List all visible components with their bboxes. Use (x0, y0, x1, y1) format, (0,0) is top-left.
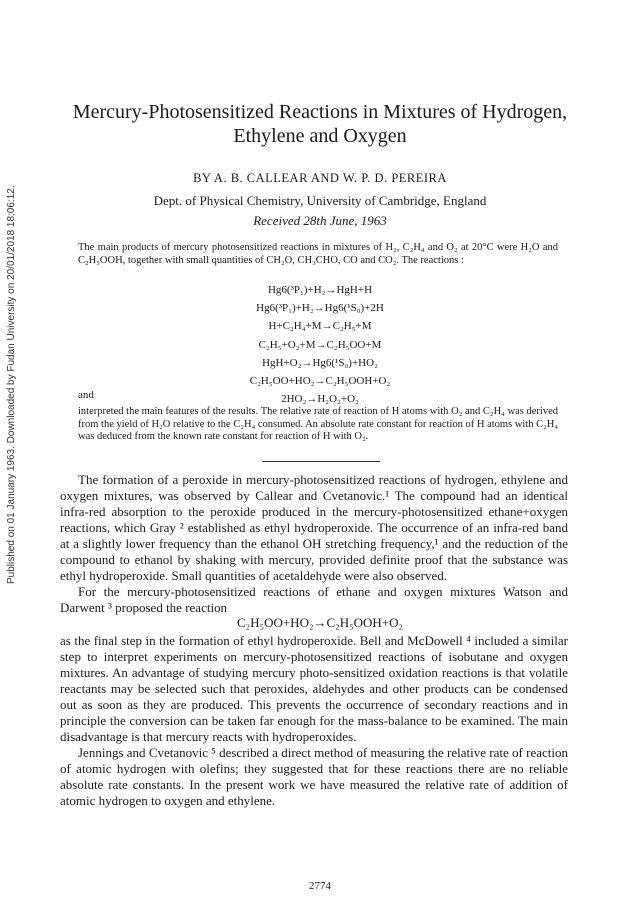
body-text-continued (60, 633, 568, 809)
paragraph: Jennings and Cvetanovic ⁵ described a direct method of measuring the relative rate of reaction of atomic hydrogen with olefins; they suggested that for these reactions there are no reliable absolute rate constants. In the present work we have measured the relative rate of addition of atomic hydrogen to oxygen and ethylene. (60, 745, 568, 808)
reaction-item: H+C₂H₄+M→C₂H₅+M (268, 320, 372, 333)
received-date: Received 28th June, 1963 (253, 213, 387, 228)
paragraph: The formation of a peroxide in mercury-photosensitized reactions of hydrogen, ethylene and oxygen mixtures, was observed by Callear and Cvetanovic.¹ The compound had an identical infra-red absorption to the peroxide produced in the mercury-photosensitized ethane+oxygen reactions, which Gray ² established as ethyl hydroperoxide. The occurrence of an infra-red band at a slightly lower frequency than the ethanol OH stretching frequency,¹ and the reduction of the compound to ethanol by shaking with mercury, provided definite proof that the substance was ethyl hydroperoxide. Small quantities of acetaldehyde were also observed. (60, 472, 568, 583)
reaction-item: C₂H₅+O₂+M→C₂H₅OO+M (258, 338, 382, 351)
abstract-end: interpreted the main features of the results. The relative rate of reaction of H atoms with O₂ and C₂H₄ was derived from the yield of H₂O relative to the C₂H₄ consumed. An absolute rate constant for reaction of H atoms with C₂H₄ was deduced from the known rate constant for reaction of H with O₂. (78, 406, 558, 442)
body-text (60, 472, 568, 616)
reaction-list (60, 281, 580, 408)
paragraph: as the final step in the formation of ethyl hydroperoxide. Bell and McDowell ⁴ included a similar step to interpret experiments on mercury-photosensitized reactions of isobutane and oxygen mixtures. An advantage of studying mercury photo-sensitized oxidation reactions is that volatile reactants may be selected such that peroxides, aldehydes and other products can be condensed out as soon as they are produced. This prevents the occurrence of secondary reactions and in principle the conversion can be taken far enough for the mass-balance to be examined. The main disadvantage is that mercury reacts with hydroperoxides. (60, 633, 568, 744)
page-number: 2774 (309, 880, 331, 892)
reaction-item: Hg6(³P₁)+H₂→HgH+H (267, 284, 373, 296)
and-label: and (78, 389, 94, 401)
download-watermark: Published on 01 January 1963. Downloaded by Fudan University on 20/01/2018 18:06:12. (6, 185, 17, 585)
affiliation: Dept. of Physical Chemistry, University of Cambridge, England (153, 193, 487, 208)
section-divider (262, 461, 380, 462)
paper-title: Mercury-Photosensitized Reactions in Mixtures of Hydrogen, Ethylene and Oxygen (72, 101, 568, 147)
reaction-item: HgH+O₂→Hg6(¹S₀)+HO₂ (262, 356, 378, 369)
author-line: BY A. B. CALLEAR AND W. P. D. PEREIRA (193, 171, 447, 185)
reaction-item: 2HO₂→H₂O₂+O₂ (281, 393, 359, 406)
reaction-item: Hg6(³P₁)+H₂→Hg6(¹S₀)+2H (256, 302, 384, 315)
display-equation: C₂H₅OO+HO₂→C₂H₅OOH+O₂ (236, 615, 404, 630)
abstract-intro: The main products of mercury photosensitized reactions in mixtures of H₂, C₂H₄ and O₂ at 20°C were H₂O and C₂H₅OOH, together with small quantities of CH₂O, CH₃CHO, CO and CO₂. The reactions : (78, 242, 558, 266)
paragraph: For the mercury-photosensitized reactions of ethane and oxygen mixtures Watson and Darwent ³ proposed the reaction (60, 584, 568, 615)
reaction-item: C₂H₅OO+HO₂→C₂H₅OOH+O₂ (249, 375, 391, 388)
